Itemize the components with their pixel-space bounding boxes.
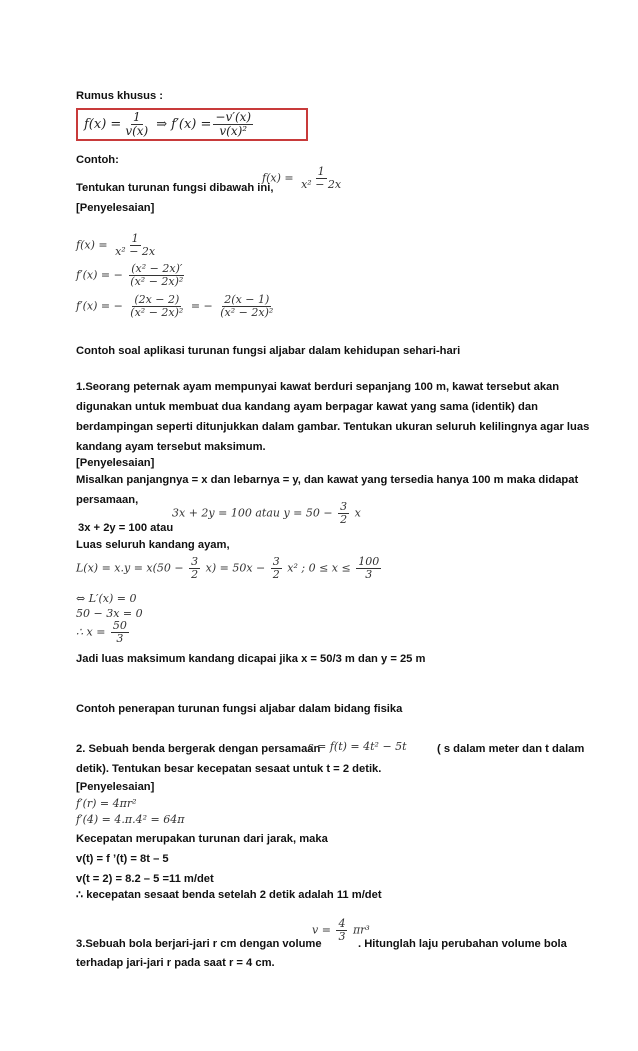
- volume-num: 4: [338, 917, 346, 930]
- d3-lhs: ∴ x =: [76, 625, 106, 639]
- example1-fx-den: x² − 2x: [301, 178, 342, 191]
- volume-fraction: [336, 918, 347, 943]
- area-den3: 3: [365, 568, 373, 581]
- problem2-line-1b: ( s dalam meter dan t dalam: [437, 743, 585, 755]
- step3-den1: (x² − 2x)²: [130, 306, 184, 319]
- problem1-setup-line-1: Misalkan panjangnya = x dan lebarnya = y, dan kawat yang tersedia hanya 100 m maka didapat: [76, 474, 579, 486]
- step2-lhs: f′(x) = −: [76, 268, 123, 282]
- area-label: Luas seluruh kandang ayam,: [76, 539, 230, 551]
- area-b: x) = 50x −: [205, 561, 266, 575]
- formula-frac2-numerator: −v′(x): [215, 110, 252, 124]
- area-fraction-2: [271, 556, 282, 581]
- example1-step2: [76, 263, 187, 288]
- problem1-equation-math: [172, 501, 361, 526]
- d3-fraction: [111, 620, 129, 645]
- area-c: x² ; 0 ≤ x ≤: [287, 561, 351, 575]
- problem1-line-2: digunakan untuk membuat dua kandang ayam berpagar kawat yang sama (identik) dan: [76, 401, 538, 413]
- volume-rhs: πr³: [352, 923, 370, 937]
- step2-fraction: [128, 263, 185, 288]
- area-function: [76, 556, 383, 581]
- step3-fraction-1: [128, 294, 185, 319]
- problem1-conclusion: Jadi luas maksimum kandang dicapai jika x = 50/3 m dan y = 25 m: [76, 653, 426, 665]
- step2-num: (x² − 2x)′: [131, 262, 183, 275]
- formula-frac1-denominator: v(x): [125, 124, 149, 138]
- step3-mid: = −: [190, 299, 213, 313]
- problem2-conclusion: ∴ kecepatan sesaat benda setelah 2 detik adalah 11 m/det: [76, 889, 382, 901]
- area-a: L(x) = x.y = x(50 −: [76, 561, 184, 575]
- area-num1: 3: [191, 555, 199, 568]
- problem3-line-2: terhadap jari-jari r pada saat r = 4 cm.: [76, 957, 275, 969]
- volume-lhs: v =: [312, 923, 331, 937]
- example1-prompt: Tentukan turunan fungsi dibawah ini,: [76, 182, 274, 194]
- step3-den2: (x² − 2x)²: [220, 306, 274, 319]
- step1-den: x² − 2x: [115, 245, 156, 258]
- problem1-solution-label: [Penyelesaian]: [76, 457, 155, 469]
- d3-den: 3: [116, 632, 124, 645]
- derivative-step-3: [76, 620, 131, 645]
- example1-step3: [76, 294, 277, 319]
- formula-frac2-denominator: v(x)²: [219, 124, 248, 138]
- eq-x: x: [354, 506, 361, 520]
- eq-fraction: [338, 501, 349, 526]
- contoh-label: Contoh:: [76, 154, 119, 166]
- problem2-line-2: detik). Tentukan besar kecepatan sesaat untuk t = 2 detik.: [76, 763, 382, 775]
- formula-lhs: f(x) =: [84, 117, 122, 132]
- d3-num: 50: [112, 619, 127, 632]
- derivative-step-2: 50 − 3x = 0: [76, 607, 143, 620]
- eq-den: 2: [340, 513, 348, 526]
- area-fraction-3: [356, 556, 381, 581]
- area-den1: 2: [191, 568, 199, 581]
- step3-fraction-2: [218, 294, 275, 319]
- eq-math-b: y = 50 −: [283, 506, 333, 520]
- formula-mid: f′(x) =: [171, 117, 212, 132]
- example1-solution-label: [Penyelesaian]: [76, 202, 155, 214]
- example1-function: [262, 166, 345, 191]
- problem1-line-3: berdampingan seperti ditunjukkan dalam gambar. Tentukan ukuran seluruh kelilingnya agar luas: [76, 421, 590, 433]
- problem3-line-1b: . Hitunglah laju perubahan volume bola: [358, 938, 567, 950]
- step1-fraction: [113, 233, 157, 258]
- step1-num: 1: [131, 232, 139, 245]
- example1-fx-fraction: [299, 166, 343, 191]
- example1-fx-num: 1: [317, 165, 325, 178]
- physics-heading: Contoh penerapan turunan fungsi aljabar dalam bidang fisika: [76, 703, 403, 715]
- implies-arrow-icon: ⇒: [156, 117, 168, 132]
- area-num3: 100: [358, 555, 380, 568]
- step3-num1: (2x − 2): [134, 293, 180, 306]
- eq-math-a: 3x + 2y = 100: [172, 506, 252, 520]
- area-den2: 2: [272, 568, 280, 581]
- heading-rumus-khusus: Rumus khusus :: [76, 90, 164, 102]
- problem2-math-1: f′(r) = 4πr²: [76, 797, 137, 810]
- problem2-line-evaluation: v(t = 2) = 8.2 – 5 =11 m/det: [76, 873, 214, 885]
- example1-step1: [76, 233, 159, 258]
- problem2-line-derivative: v(t) = f ’(t) = 8t – 5: [76, 853, 169, 865]
- example1-fx-lhs: f(x) =: [262, 171, 294, 185]
- problem2-motion-equation: s = f(t) = 4t² − 5t: [308, 740, 407, 753]
- formula-fraction-2: [213, 111, 253, 138]
- problem1-line-1: 1.Seorang peternak ayam mempunyai kawat berduri sepanjang 100 m, kawat tersebut akan: [76, 381, 560, 393]
- special-formula-box: [76, 108, 308, 141]
- problem1-setup-line-2: persamaan,: [76, 494, 139, 506]
- step2-den: (x² − 2x)²: [130, 275, 184, 288]
- area-num2: 3: [272, 555, 280, 568]
- eq-num: 3: [340, 500, 348, 513]
- area-fraction-1: [189, 556, 200, 581]
- eq-math-atau: atau: [255, 506, 280, 520]
- step3-lhs: f′(x) = −: [76, 299, 123, 313]
- problem3-line-1a: 3.Sebuah bola berjari-jari r cm dengan volume: [76, 938, 322, 950]
- problem1-equation-text: 3x + 2y = 100 atau: [78, 522, 174, 534]
- derivative-step-1: ⇔ L′(x) = 0: [76, 592, 137, 605]
- formula-frac1-numerator: 1: [132, 110, 141, 124]
- problem2-line-1a: 2. Sebuah benda bergerak dengan persamaan: [76, 743, 321, 755]
- step3-num2: 2(x − 1): [224, 293, 270, 306]
- application-heading: Contoh soal aplikasi turunan fungsi aljabar dalam kehidupan sehari-hari: [76, 345, 461, 357]
- problem2-math-2: f′(4) = 4.π.4² = 64π: [76, 813, 185, 826]
- problem2-solution-label: [Penyelesaian]: [76, 781, 155, 793]
- formula-fraction-1: [123, 111, 150, 138]
- problem1-line-4: kandang ayam tersebut maksimum.: [76, 441, 266, 453]
- volume-den: 3: [338, 930, 346, 943]
- step1-lhs: f(x) =: [76, 238, 108, 252]
- problem2-line-velocity: Kecepatan merupakan turunan dari jarak, maka: [76, 833, 328, 845]
